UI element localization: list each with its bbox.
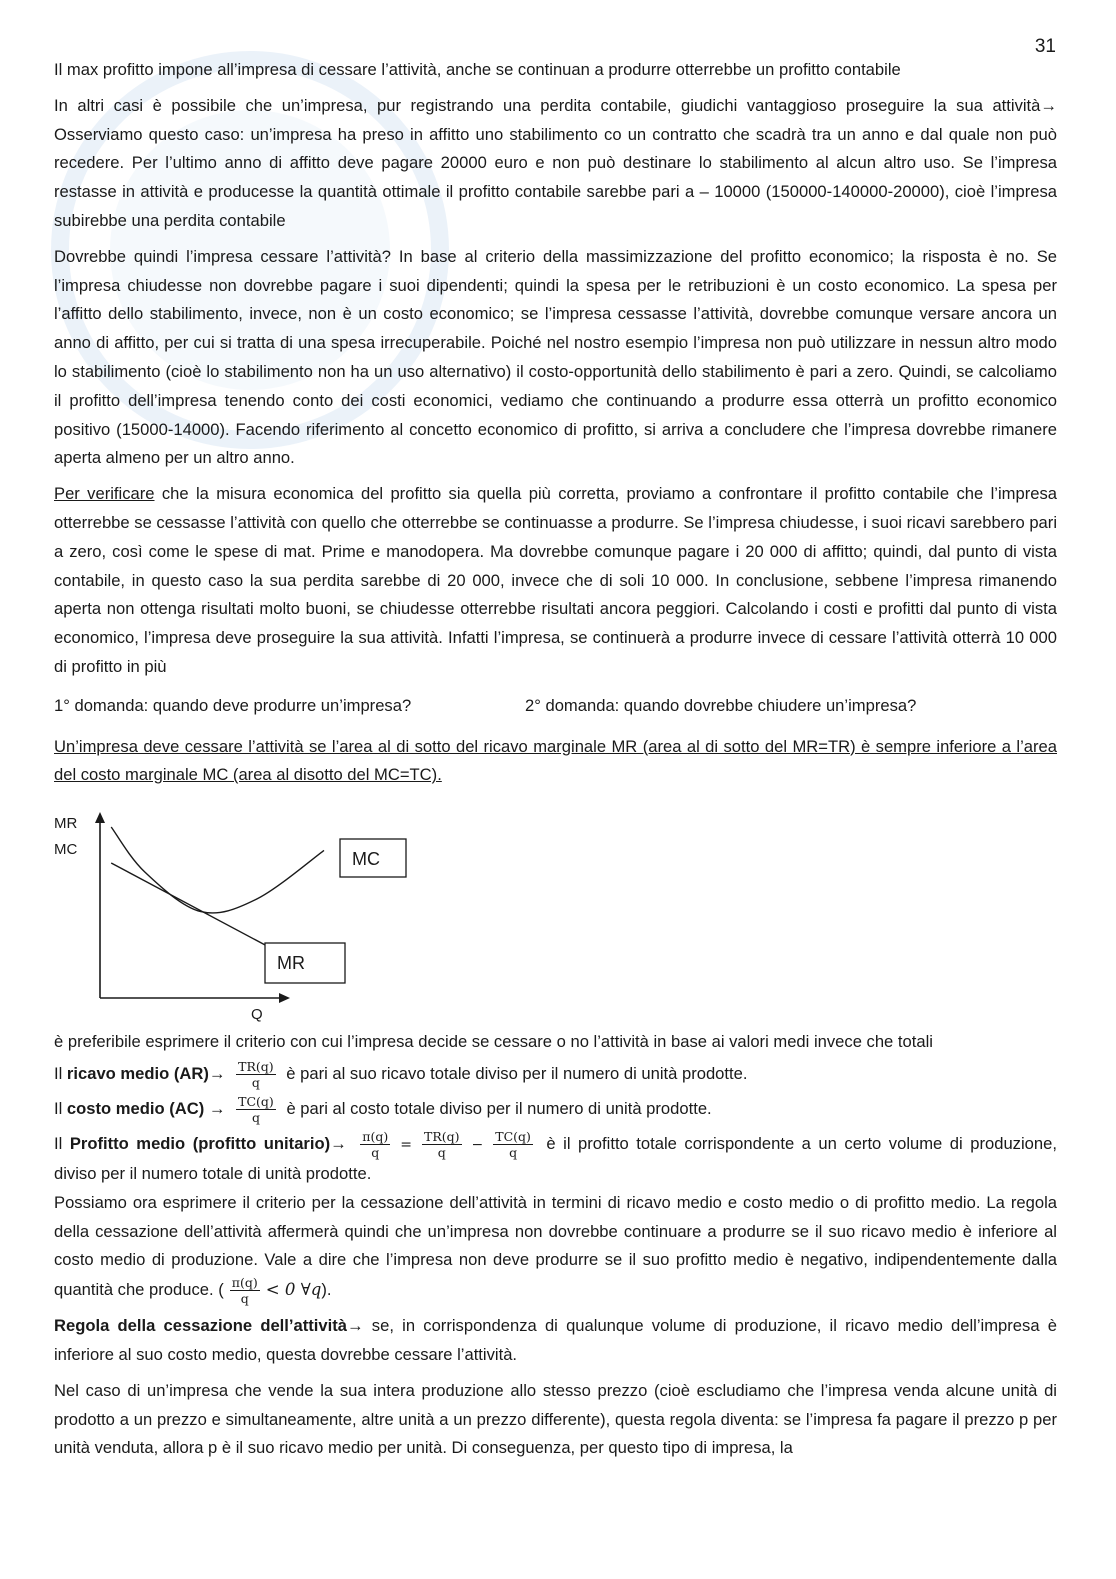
pm-text: è il profitto totale corrispondente a un certo volume di produzione, diviso per il numero totale di unità prodotte.: [54, 1133, 1057, 1183]
arrow-icon: →: [208, 1098, 226, 1118]
pm-fraction-1: [360, 1129, 390, 1160]
rule-text: se, in corrispondenza di qualunque volume di produzione, il ricavo medio dell’impresa è inferiore al suo costo medio, questa dovrebbe cessare l’attività.: [54, 1316, 1057, 1364]
mr-mc-chart: [54, 798, 1057, 1028]
page-number: 31: [1034, 36, 1056, 57]
ac-prefix: Il: [54, 1098, 67, 1118]
y-axis-label-mc: MC: [54, 841, 78, 859]
paragraph-1: Il max profitto impone all’impresa di cessare l’attività, anche se continuan a produrre otterrebbe un profitto contabile: [54, 60, 901, 79]
paragraph-verify: [54, 480, 1057, 682]
pm-f3-num: TC(q): [495, 1128, 531, 1144]
pm-definition: [54, 1129, 1057, 1189]
y-axis-arrow: [95, 812, 105, 823]
arrow-icon: →: [208, 1063, 226, 1083]
criterion-paragraph: [54, 1189, 1057, 1306]
ar-definition: [54, 1059, 1057, 1090]
pm-f2-den: q: [437, 1144, 446, 1160]
pm-prefix: Il: [54, 1133, 70, 1153]
question-2: 2° domanda: quando dovrebbe chiudere un’impresa?: [525, 695, 917, 715]
chart-svg: [54, 798, 454, 1026]
shutdown-rule-underlined: Un’impresa deve cessare l’attività se l’area al di sotto del ricavo marginale MR (area al di sotto del MR=TR) è sempre inferiore a l’area del costo marginale MC (area al disotto del MC=TC).: [54, 736, 1057, 785]
mr-label: MR: [277, 953, 305, 974]
criterion-text: Possiamo ora esprimere il criterio per la cessazione dell’attività in termini di ricavo medio e costo medio o di profitto medio. La regola della cessazione dell’attività affermerà quindi che un’impresa non dovrebbe continuare a produrre se il suo ricavo medio è inferiore al costo medio di produzione. Vale a dire che l’impresa non deve produrre se il suo profitto medio è negativo, indipendentemente dalla quantità che produce.: [54, 1192, 1057, 1299]
equals-sign: =: [400, 1136, 412, 1153]
last-paragraph: Nel caso di un’impresa che vende la sua intera produzione allo stesso prezzo (cioè escludiamo che l’impresa venda alcune unità di prodotto a un prezzo e simultaneamente, altre unità a un prezzo differente), questa regola diventa: se l’impresa fa pagare il prezzo p per unità venduta, allora p è il suo ricavo medio per unità. Di conseguenza, per questo tipo di impresa, la: [54, 1380, 1057, 1458]
criterion-condition: < 0 ∀q: [265, 1280, 322, 1299]
criterion-fraction: [230, 1275, 260, 1306]
body-text: [54, 0, 1057, 1470]
paragraph-2: In altri casi è possibile che un’impresa, pur registrando una perdita contabile, giudichi vantaggioso proseguire la sua attività→ Osserviamo questo caso: un’impresa ha preso in affitto uno stabilimento co un contratto che scadrà tra un anno e dal quale non può recedere. Per l’ultimo anno di affitto deve pagare 20000 euro e non può destinare lo stabilimento al alcun altro uso. Se l’impresa restasse in attività e producesse la quantità ottimale il profitto contabile sarebbe pari a – 10000 (150000-140000-20000), cioè l’impresa subirebbe una perdita contabile: [54, 95, 1057, 230]
mc-label: MC: [352, 849, 380, 870]
pm-f1-den: q: [371, 1144, 380, 1160]
pm-f3-den: q: [509, 1144, 518, 1160]
ar-term: ricavo medio (AR): [66, 1063, 209, 1083]
ac-text: è pari al costo totale diviso per il numero di unità prodotte.: [286, 1098, 712, 1118]
x-axis-label: Q: [251, 1006, 263, 1024]
questions-row: [54, 692, 1057, 721]
ac-fraction: [236, 1094, 276, 1125]
verify-rest: che la misura economica del profitto sia quella più corretta, proviamo a confrontare il profitto contabile che l’impresa otterrebbe se cessasse l’attività con quello che otterrebbe se continuasse a produrre. Se l’impresa chiudesse, i suoi ricavi sarebbero pari a zero, così come le spese di mat. Prime e manodopera. Ma dovrebbe comunque pagare i 20 000 di affitto; quindi, dal punto di vista contabile, in questo caso la sua perdita sarebbe di 20 000, invece che di soli 10 000. In conclusione, sebbene l’impresa rimanendo aperta non ottenga risultati molto buoni, se chiudesse otterrebbe risultati ancora peggiori. Calcolando i costi e profitti dal punto di vista economico, l’impresa deve proseguire la sua attività. Infatti l’impresa, se continuerà a produrre invece di cessare l’attività otterrà 10 000 di profitto in più: [54, 484, 1057, 676]
ac-den: q: [251, 1109, 260, 1125]
ac-num: TC(q): [238, 1093, 274, 1109]
rule-paragraph: [54, 1312, 1057, 1370]
x-axis-arrow: [279, 993, 290, 1003]
mc-curve: [111, 827, 324, 913]
y-axis-label-mr: MR: [54, 815, 78, 833]
averages-intro: è preferibile esprimere il criterio con cui l’impresa decide se cessare o no l’attività in base ai valori medi invece che totali: [54, 1032, 933, 1052]
ac-definition: [54, 1094, 1057, 1125]
ar-prefix: Il: [54, 1063, 67, 1083]
verify-lead: Per verificare: [54, 484, 155, 504]
ac-term: costo medio (AC): [66, 1098, 205, 1118]
minus-sign: −: [471, 1136, 484, 1153]
arrow-icon: →: [330, 1133, 347, 1153]
pm-fraction-2: [422, 1129, 462, 1160]
pm-fraction-3: [493, 1129, 533, 1160]
pm-term: Profitto medio (profitto unitario): [69, 1133, 331, 1153]
rule-term: Regola della cessazione dell’attività: [54, 1316, 347, 1336]
ar-text: è pari al suo ricavo totale diviso per il numero di unità prodotte.: [286, 1063, 748, 1083]
ar-den: q: [251, 1074, 260, 1090]
criterion-den: q: [240, 1291, 249, 1307]
pm-f1-num: π(q): [362, 1128, 389, 1144]
criterion-num: π(q): [231, 1275, 258, 1291]
question-1: 1° domanda: quando deve produrre un’impresa?: [54, 695, 412, 715]
formula-close: ).: [321, 1280, 332, 1299]
formula-open: (: [218, 1280, 224, 1299]
ar-fraction: [236, 1059, 276, 1090]
arrow-icon: →: [347, 1316, 364, 1336]
pm-f2-num: TR(q): [423, 1128, 460, 1144]
paragraph-3: Dovrebbe quindi l’impresa cessare l’attività? In base al criterio della massimizzazione del profitto economico; la risposta è no. Se l’impresa chiudesse non dovrebbe pagare i suoi dipendenti; quindi la spesa per le retribuzioni è un costo economico. La spesa per l’affitto dello stabilimento, invece, non è un costo economico; se l’impresa cessasse l’attività, dovrebbe comunque versare ancora un anno di affitto, per cui si tratta di una spesa irrecuperabile. Poiché nel nostro esempio l’impresa non può utilizzare in nessun altro modo lo stabilimento (cioè lo stabilimento non ha un uso alternativo) il costo-opportunità dello stabilimento è pari a zero. Quindi, se calcoliamo il profitto dell’impresa tenendo conto dei costi economici, vediamo che continuando a produrre essa otterrà un profitto economico positivo (15000-14000). Facendo riferimento al concetto economico di profitto, si arriva a concludere che l’impresa dovrebbe rimanere aperta almeno per un altro anno.: [54, 246, 1057, 468]
ar-num: TR(q): [238, 1058, 274, 1074]
